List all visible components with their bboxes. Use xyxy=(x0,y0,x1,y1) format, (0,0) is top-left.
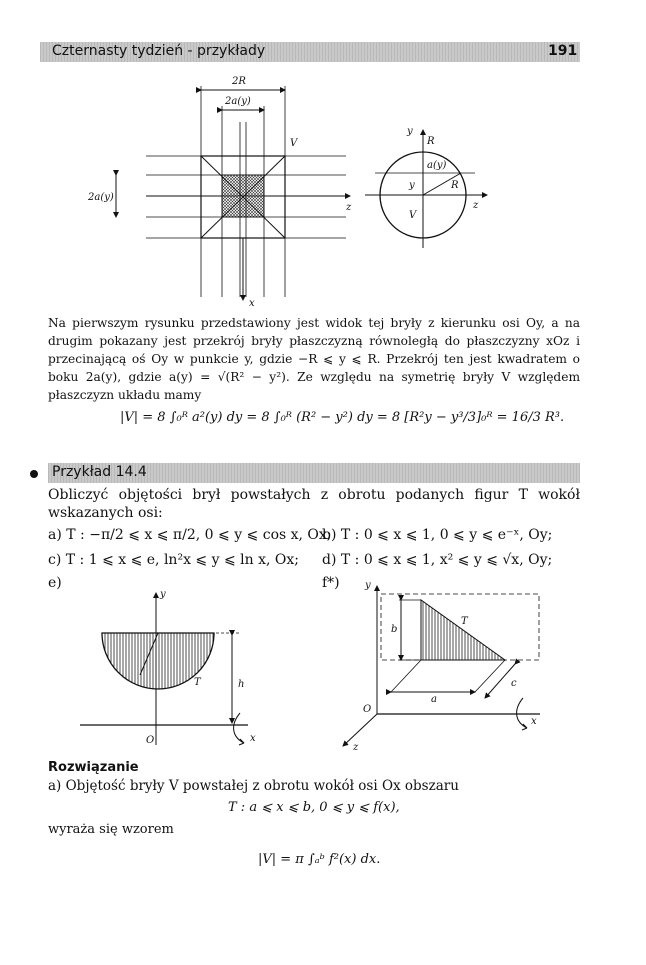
figure-4-triangle-3d xyxy=(335,578,545,753)
page-number: 191 xyxy=(548,43,578,59)
bullet-icon xyxy=(30,470,38,478)
example-e: e) xyxy=(48,575,62,591)
label-2a-top: 2a(y) xyxy=(225,96,251,107)
fig4-label-z: z xyxy=(353,742,359,753)
paragraph-1: Na pierwszym rysunku przedstawiony jest widok tej bryły z kierunku osi Oy, a na drugim pokazany jest przekrój bryły płaszczyzną równoległą do płaszczyzny xOz i przecinającą oś Oy w punkcie y, gdzie −R ⩽ y ⩽ R. Przekrój ten jest kwadratem o boku 2a(y), gdzie a(y) = √(R² − y²). Ze względu na symetrię bryły V względem płaszczyzn układu mamy xyxy=(48,316,580,402)
example-title: Przykład 14.4 xyxy=(52,464,147,480)
solution-line-1: a) Objętość bryły V powstałej z obrotu wokół osi Ox obszaru xyxy=(48,778,459,794)
fig2-label-a-y: a(y) xyxy=(427,160,447,171)
solution-title: Rozwiązanie xyxy=(48,760,139,775)
fig3-label-x: x xyxy=(250,733,256,744)
example-intro: Obliczyć objętości brył powstałych z obrotu podanych figur T wokół wskazanych osi: xyxy=(48,487,580,521)
formula-volume: |V| = 8 ∫₀ᴿ a²(y) dy = 8 ∫₀ᴿ (R² − y²) dy = 8 [R²y − y³/3]₀ᴿ = 16/3 R³. xyxy=(120,410,565,425)
figure-3-semicircle xyxy=(80,585,290,755)
fig2-label-v: V xyxy=(409,210,417,221)
fig2-label-z: z xyxy=(473,200,479,211)
fig3-label-h: h xyxy=(238,679,245,690)
fig4-label-o: O xyxy=(363,704,372,715)
fig3-label-t: T xyxy=(194,677,201,688)
fig4-label-b: b xyxy=(391,624,398,635)
fig3-label-o: O xyxy=(146,735,155,746)
fig2-label-y: y xyxy=(409,180,415,191)
figure-2-cross-section xyxy=(365,118,495,248)
figure-1-top-view xyxy=(60,62,352,310)
fig2-label-r-side: R xyxy=(451,180,459,191)
solution-formula: |V| = π ∫ₐᵇ f²(x) dx. xyxy=(258,852,381,867)
example-b: b) T : 0 ⩽ x ⩽ 1, 0 ⩽ y ⩽ e⁻ˣ, Oy; xyxy=(322,527,553,543)
label-2r: 2R xyxy=(232,76,246,87)
solution-region: T : a ⩽ x ⩽ b, 0 ⩽ y ⩽ f(x), xyxy=(228,800,400,815)
solution-line-2: wyraża się wzorem xyxy=(48,822,174,837)
example-f: f*) xyxy=(322,575,340,591)
example-d: d) T : 0 ⩽ x ⩽ 1, x² ⩽ y ⩽ √x, Oy; xyxy=(322,552,553,568)
fig4-label-x: x xyxy=(531,716,537,727)
example-c: c) T : 1 ⩽ x ⩽ e, ln²x ⩽ y ⩽ ln x, Ox; xyxy=(48,552,299,568)
label-x1: x xyxy=(249,298,255,309)
fig4-label-a: a xyxy=(431,694,437,705)
label-v: V xyxy=(290,138,298,149)
fig4-label-t: T xyxy=(461,616,468,627)
label-z1: z xyxy=(346,202,352,213)
fig4-label-y: y xyxy=(365,580,371,591)
fig3-label-y: y xyxy=(160,589,166,600)
label-2a-left: 2a(y) xyxy=(88,192,114,203)
header-title: Czternasty tydzień - przykłady xyxy=(52,43,266,59)
fig2-label-r-top: R xyxy=(427,136,435,147)
example-a: a) T : −π/2 ⩽ x ⩽ π/2, 0 ⩽ y ⩽ cos x, Ox; xyxy=(48,527,332,543)
fig4-label-c: c xyxy=(511,678,517,689)
fig2-label-y-axis: y xyxy=(407,126,413,137)
